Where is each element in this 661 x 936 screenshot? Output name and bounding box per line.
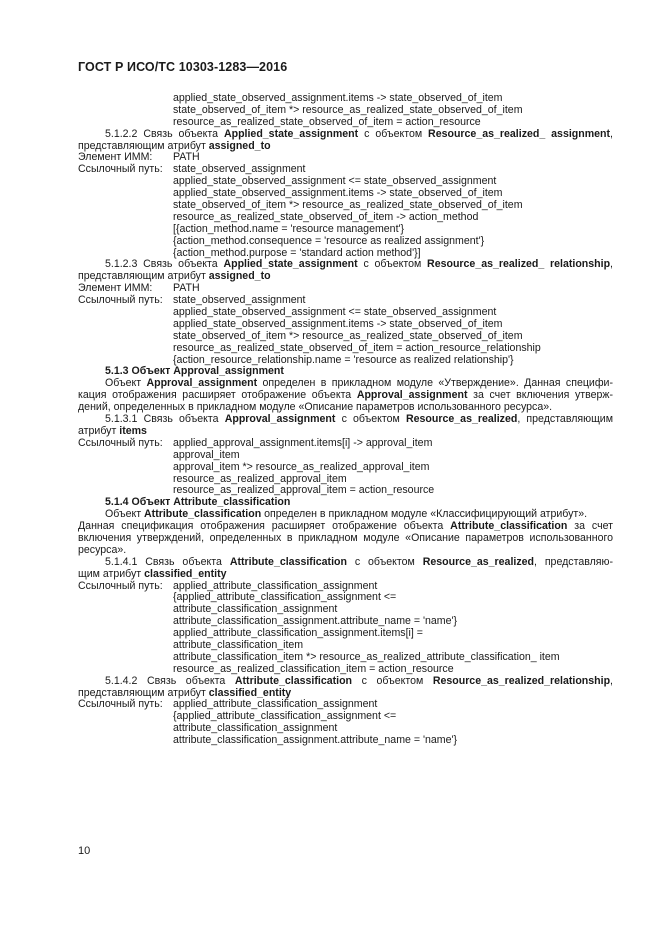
text-span: с объектом [335,413,406,426]
bold-term: 5.1.3 Объект Approval_assignment [105,365,284,378]
text-span: Объект [105,508,145,521]
bold-term: Applied_state_assignment [223,127,359,140]
text-span: с объектом [346,555,423,568]
text-span: resource_as_realized_approval_item [173,472,347,485]
text-span: представляющим атрибут [78,686,209,699]
text-span: resource_as_realized_state_observed_of_item = action_resource_relationship [173,341,541,354]
text-span: 5.1.2.2 Связь объекта [105,127,224,140]
text-span: , [610,127,613,140]
bold-term: Attribute_classification [229,555,347,568]
text-span: , [610,674,613,687]
bold-term: assigned_to [208,270,271,283]
text-span: кация отображения расширяет отображение объекта [78,389,357,402]
text-span: applied_attribute_classification_assignment.items[i] = [173,627,423,640]
field-label: Элемент ИММ: [78,282,153,295]
bold-term: 5.1.4 Объект Attribute_classification [105,496,291,509]
text-span: {action_method.consequence = 'resource as realized assignment'} [173,234,485,247]
text-span: определен в прикладном модуле «Классифицирующий атрибут». [261,508,588,521]
field-label: Ссылочный путь: [78,698,163,711]
text-span: applied_attribute_classification_assignment [173,579,378,592]
text-span: applied_state_observed_assignment.items -> state_observed_of_item [173,92,503,104]
text-span: определен в прикладном модуле «Утверждение». Данная специфи- [257,377,613,390]
text-span: state_observed_of_item *> resource_as_realized_state_observed_of_item [173,103,523,116]
text-span: за счет [567,520,613,533]
text-span: approval_item *> resource_as_realized_approval_item [173,460,430,473]
text-span: state_observed_assignment [173,294,306,307]
text-span: applied_state_observed_assignment <= state_observed_assignment [173,306,497,319]
text-span: attribute_classification_assignment.attribute_name = 'name'} [173,734,458,747]
bold-term: Resource_as_realized_ assignment [428,127,611,140]
reference-path-line [78,711,613,723]
text-span: PATH [173,151,200,164]
text-line [78,141,613,153]
text-span: applied_state_observed_assignment.items -> state_observed_of_item [173,317,503,330]
text-span: {action_method.purpose = 'standard action method'}] [173,246,421,259]
text-span: applied_state_observed_assignment.items -> state_observed_of_item [173,187,503,200]
text-span: resource_as_realized_state_observed_of_item = action_resource [173,115,481,128]
bold-term: Resource_as_realized_relationship [432,674,611,687]
text-span: state_observed_of_item *> resource_as_realized_state_observed_of_item [173,199,523,212]
bold-term: Attribute_classification [450,520,568,533]
document-body [78,93,613,747]
text-span: включения утверждений, определенных в прикладном модуле «Описание параметров использованного [78,531,613,544]
text-span: attribute_classification_assignment [173,722,338,735]
field-label: Элемент ИММ: [78,151,153,164]
field-label: Ссылочный путь: [78,436,163,449]
reference-path-line [78,592,613,604]
text-span: с объектом [358,127,429,140]
bold-term: Approval_assignment [224,413,336,426]
text-span: , представляющим [517,413,613,426]
text-span: 5.1.3.1 Связь объекта [105,413,225,426]
text-span: 5.1.4.1 Связь объекта [105,555,230,568]
reference-path-line [78,628,613,640]
field-label: Ссылочный путь: [78,163,163,176]
text-line [78,533,613,545]
text-span: resource_as_realized_state_observed_of_item -> action_method [173,210,479,223]
bold-term: Resource_as_realized [406,413,518,426]
reference-path-line [78,735,613,747]
text-line [78,414,613,426]
text-span: 5.1.2.3 Связь объекта [105,258,224,271]
text-span: 5.1.4.2 Связь объекта [105,674,235,687]
text-span: ресурса». [78,543,127,556]
text-span: attribute_classification_assignment [173,603,338,616]
text-span: applied_attribute_classification_assignment [173,698,378,711]
text-span: Объект [105,377,147,390]
page-number: 10 [78,845,91,857]
bold-term: items [119,424,147,437]
bold-term: Resource_as_realized [422,555,534,568]
text-span: , [610,258,613,271]
text-span: {action_resource_relationship.name = 'resource as realized relationship'} [173,353,514,366]
document-header: ГОСТ Р ИСО/ТС 10303-1283—2016 [78,60,288,74]
text-span: resource_as_realized_classification_item = action_resource [173,662,454,675]
text-span: applied_approval_assignment.items[i] -> approval_item [173,436,433,449]
bold-term: Applied_state_assignment [223,258,358,271]
text-span: , представляю- [534,555,613,568]
text-span: resource_as_realized_approval_item = action_resource [173,484,435,497]
bold-term: Approval_assignment [146,377,258,390]
text-span: state_observed_of_item *> resource_as_realized_state_observed_of_item [173,329,523,342]
text-span: approval_item [173,448,240,461]
text-span: attribute_classification_item *> resource_as_realized_attribute_classification_ item [173,650,560,663]
bold-term: Resource_as_realized_ relationship [427,258,611,271]
text-span: attribute_classification_assignment.attribute_name = 'name'} [173,615,458,628]
bold-term: assigned_to [208,139,271,152]
bold-term: classified_entity [208,686,292,699]
text-span: attribute_classification_item [173,638,304,651]
text-span: представляющим атрибут [78,139,209,152]
text-span: {applied_attribute_classification_assignment <= [173,591,397,604]
text-span: applied_state_observed_assignment <= state_observed_assignment [173,175,497,188]
text-line [78,271,613,283]
text-span: представляющим атрибут [78,270,209,283]
text-span: дений, определенных в прикладном модуле «Описание параметров использованного ресурса». [78,401,553,414]
field-label: Ссылочный путь: [78,579,163,592]
text-span: {applied_attribute_classification_assignment <= [173,710,397,723]
text-line [78,438,613,450]
text-span: PATH [173,282,200,295]
text-span: state_observed_assignment [173,163,306,176]
bold-term: classified_entity [144,567,227,580]
text-span: с объектом [357,258,428,271]
bold-term: Attribute_classification [144,508,262,521]
text-span: щим атрибут [78,567,145,580]
text-span: [{action_method.name = 'resource management'} [173,222,405,235]
text-span: с объектом [352,674,433,687]
bold-term: Attribute_classification [234,674,353,687]
text-span: Данная спецификация отображения расширяет отображение объекта [78,520,451,533]
text-span: атрибут [78,424,120,437]
text-span: за счет включения утверж- [467,389,614,402]
bold-term: Approval_assignment [356,389,468,402]
field-label: Ссылочный путь: [78,294,163,307]
